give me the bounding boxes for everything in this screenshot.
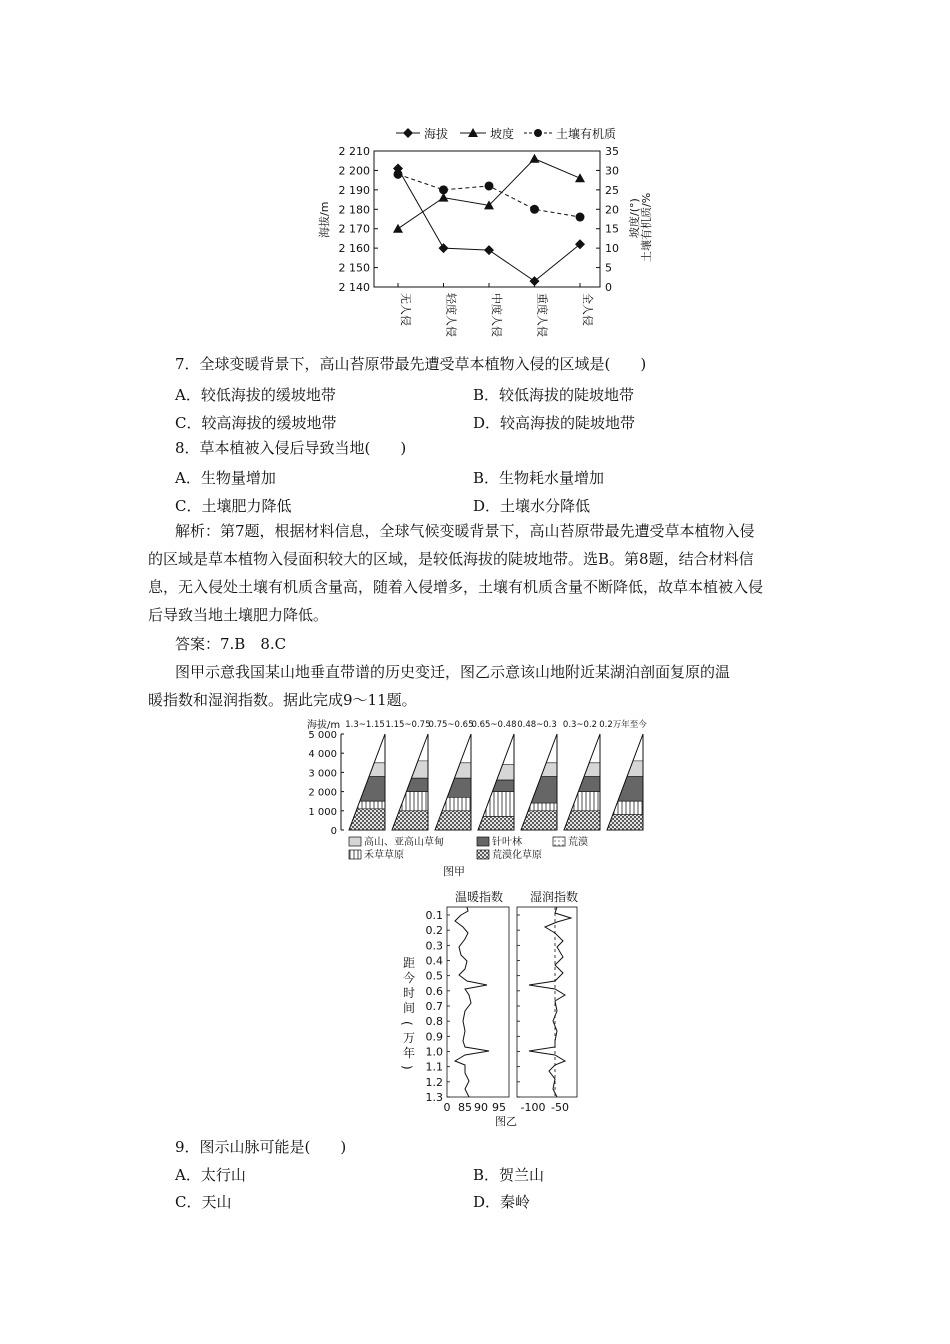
yi-x-tick-warmth: 95 — [492, 1101, 506, 1114]
svg-text:时: 时 — [403, 986, 416, 1000]
zone-band — [392, 811, 428, 830]
y-left-tick: 2 160 — [338, 242, 370, 256]
zone-band — [399, 792, 428, 811]
yi-panel-warmth — [447, 907, 509, 1097]
q9-option-d: D．秦岭 — [473, 1193, 531, 1211]
zone-band — [406, 778, 428, 791]
q7-stem: 7．全球变暖背景下，高山苔原带最先遭受草本植物入侵的区域是( ) — [175, 355, 647, 373]
q8-stem: 8．草本植被入侵后导致当地( ) — [175, 439, 407, 457]
q8-option-c: C．土壤肥力降低 — [175, 497, 292, 515]
analysis-line-3: 息，无入侵处土壤有机质含量高，随着入侵增多，土壤有机质含量不断降低，故草本植被入侵 — [148, 578, 764, 596]
yi-y-tick: 1.0 — [425, 1045, 443, 1059]
circle-marker-icon — [534, 129, 542, 137]
y-right-tick: 35 — [605, 145, 619, 158]
analysis-line-1: 解析：第7题，根据材料信息，全球气候变暖背景下，高山苔原带最先遭受草本植物入侵 — [175, 522, 755, 540]
y-right-tick: 0 — [605, 281, 612, 294]
y-right-tick: 5 — [605, 261, 612, 275]
svg-text:今: 今 — [403, 971, 416, 985]
legend-steppe: 禾草草原 — [364, 850, 404, 861]
zone-band — [411, 761, 428, 778]
yi-y-tick: 0.9 — [425, 1030, 443, 1044]
x-category-label: 轻度人侵 — [444, 293, 458, 337]
vertical-zone-column — [564, 734, 600, 830]
jia-period-label: 0.48~0.3 — [517, 720, 557, 730]
jia-y-tick: 0 — [330, 826, 337, 837]
svg-text:间: 间 — [403, 1001, 416, 1015]
jia-y-tick: 2 000 — [308, 787, 337, 799]
q7-option-d: D．较高海拔的陡坡地带 — [473, 414, 636, 432]
triangle-point — [393, 224, 403, 233]
svg-text:距: 距 — [403, 956, 416, 970]
zone-band — [349, 809, 385, 830]
figure-jia — [305, 715, 650, 880]
q8-option-b: B．生物耗水量增加 — [473, 469, 605, 487]
circle-point — [485, 181, 494, 190]
legend-desert-steppe: 荒漠化草原 — [492, 850, 542, 861]
svg-text:(: ( — [400, 1021, 414, 1026]
diamond-marker-icon — [403, 128, 413, 138]
humidity-curve — [529, 907, 571, 1097]
zone-band — [521, 811, 557, 830]
legend-soil-organic: 土壤有机质 — [556, 127, 617, 141]
chart-legend — [396, 126, 616, 141]
analysis-line-4: 后导致当地土壤肥力降低。 — [148, 606, 329, 624]
y-left-tick: 2 200 — [338, 164, 370, 178]
legend-swatch-conifer — [477, 837, 489, 846]
yi-title-warmth: 温暖指数 — [455, 890, 504, 904]
legend-conifer: 针叶林 — [492, 837, 522, 848]
y-right-label-soil: 土壤有机质/% — [640, 192, 653, 262]
vertical-zone-column — [349, 734, 385, 830]
yi-panel-humidity — [517, 907, 577, 1097]
yi-title-humidity: 湿润指数 — [530, 890, 579, 904]
yi-y-tick: 0.7 — [425, 1000, 443, 1013]
legend-desert: 荒漠 — [568, 837, 588, 848]
warmth-curve — [455, 907, 489, 1097]
zone-band — [360, 776, 385, 801]
jia-period-label: 1.15~0.75 — [385, 720, 431, 730]
yi-x-tick-humidity: -100 — [520, 1101, 546, 1114]
yi-y-tick: 1.3 — [425, 1091, 443, 1104]
jia-legend — [349, 835, 588, 861]
legend-meadow: 高山、亚高山草甸 — [364, 837, 444, 848]
svg-text:): ) — [400, 1065, 414, 1070]
zone-band — [435, 811, 471, 830]
jia-y-tick: 1 000 — [308, 806, 337, 818]
y-left-label: 海拔/m — [318, 201, 331, 238]
yi-y-tick: 0.1 — [425, 909, 443, 922]
jia-y-tick: 4 000 — [308, 749, 337, 761]
yi-x-tick-warmth: 85 — [458, 1101, 472, 1114]
figure-yi — [395, 885, 595, 1130]
yi-x-tick-warmth: 90 — [474, 1101, 488, 1114]
circle-point — [530, 205, 539, 214]
line-chart-figure — [310, 120, 653, 345]
zone-band — [618, 776, 643, 801]
vertical-zone-diagram — [305, 715, 650, 880]
y-left-tick: 2 170 — [338, 222, 370, 236]
y-right-label-slope: 坡度/(°) — [628, 198, 641, 238]
analysis-line-2: 的区域是草本植物入侵面积较大的区域，是较低海拔的陡坡地带。选B。第8题，结合材料信 — [148, 550, 754, 568]
q7-option-c: C．较高海拔的缓坡地带 — [175, 414, 337, 432]
y-left-tick: 2 140 — [338, 281, 370, 294]
legend-swatch-steppe — [349, 850, 361, 859]
answer-line: 答案：7.B 8.C — [175, 635, 287, 653]
q8-option-d: D．土壤水分降低 — [473, 497, 591, 515]
q9-option-a: A．太行山 — [175, 1166, 246, 1184]
svg-text:年: 年 — [403, 1046, 416, 1060]
yi-caption: 图乙 — [495, 1115, 517, 1128]
vertical-zone-column — [607, 734, 643, 830]
yi-x-tick-humidity: -50 — [551, 1101, 569, 1114]
diamond-point — [484, 245, 494, 255]
q9-option-b: B．贺兰山 — [473, 1166, 545, 1184]
jia-period-label: 0.2万年至今 — [599, 720, 647, 730]
zone-band — [478, 817, 514, 830]
yi-y-tick: 1.1 — [425, 1060, 443, 1074]
zone-band — [564, 811, 600, 830]
zone-band — [571, 792, 600, 811]
intro-line-1: 图甲示意我国某山地垂直带谱的历史变迁，图乙示意该山地附近某湖泊剖面复原的温 — [175, 663, 731, 681]
y-right-tick: 10 — [605, 242, 619, 256]
yi-y-tick: 0.6 — [425, 984, 443, 998]
y-right-tick: 25 — [605, 183, 619, 197]
x-category-label: 中度人侵 — [490, 293, 503, 337]
zone-band — [531, 776, 557, 803]
jia-period-label: 0.65~0.48 — [471, 720, 517, 730]
series-line-1 — [398, 159, 580, 229]
triangle-point — [530, 154, 540, 163]
intro-line-2: 暖指数和湿润指数。据此完成9～11题。 — [148, 691, 417, 709]
yi-y-tick: 0.2 — [425, 924, 443, 938]
jia-period-label: 1.3~1.15 — [345, 720, 385, 730]
jia-caption: 图甲 — [443, 865, 465, 878]
legend-swatch-desert-steppe — [477, 850, 489, 859]
circle-point — [394, 170, 403, 179]
legend-swatch-meadow — [349, 837, 361, 846]
yi-y-tick: 1.2 — [425, 1075, 443, 1089]
y-left-tick: 2 210 — [338, 145, 370, 158]
yi-y-tick: 0.3 — [425, 939, 443, 953]
legend-altitude: 海拔 — [424, 127, 449, 141]
jia-y-tick: 3 000 — [308, 768, 337, 780]
vertical-zone-column — [392, 734, 428, 830]
line-chart-svg — [310, 120, 653, 345]
q7-option-b: B．较低海拔的陡坡地带 — [473, 386, 635, 404]
y-right-tick: 20 — [605, 203, 619, 217]
zone-band — [357, 801, 385, 809]
y-left-tick: 2 180 — [338, 203, 370, 217]
vertical-zone-column — [435, 734, 471, 830]
yi-x-tick-warmth: 0 — [443, 1101, 451, 1114]
yi-y-tick: 0.4 — [425, 954, 443, 968]
yi-y-tick: 0.5 — [425, 969, 443, 983]
vertical-zone-column — [478, 734, 514, 830]
x-category-label: 无人侵 — [399, 293, 412, 326]
jia-y-tick: 5 000 — [308, 730, 337, 741]
diamond-point — [575, 239, 585, 249]
triangle-point — [575, 173, 585, 182]
diamond-point — [439, 243, 449, 253]
y-left-tick: 2 150 — [338, 261, 370, 275]
q7-option-a: A．较低海拔的缓坡地带 — [175, 386, 336, 404]
yi-y-label — [400, 956, 415, 1070]
jia-y-label: 海拔/m — [307, 720, 341, 731]
legend-swatch-desert — [553, 837, 565, 846]
x-category-label: 重度人侵 — [535, 293, 549, 337]
plot-frame — [374, 151, 600, 287]
index-profile-diagram — [395, 885, 595, 1130]
x-category-label: 全人侵 — [581, 293, 594, 326]
jia-period-label: 0.3~0.2 — [562, 720, 598, 730]
q9-stem: 9．图示山脉可能是( ) — [175, 1138, 347, 1156]
yi-y-tick: 0.8 — [425, 1015, 443, 1029]
circle-point — [576, 213, 585, 222]
zone-band — [528, 803, 557, 811]
y-right-tick: 15 — [605, 222, 619, 236]
legend-slope: 坡度 — [490, 127, 515, 141]
svg-text:万: 万 — [403, 1031, 416, 1045]
y-right-tick: 30 — [605, 164, 619, 178]
jia-period-label: 0.75~0.65 — [428, 720, 474, 730]
q8-option-a: A．生物量增加 — [175, 469, 276, 487]
vertical-zone-column — [521, 734, 557, 830]
q9-option-c: C．天山 — [175, 1193, 232, 1211]
y-left-tick: 2 190 — [338, 183, 370, 197]
circle-point — [439, 185, 448, 194]
